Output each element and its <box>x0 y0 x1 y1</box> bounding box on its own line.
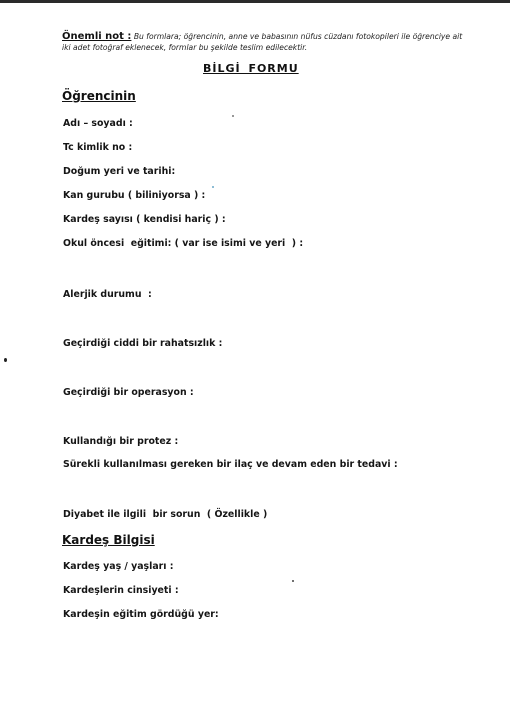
field-blood-type: Kan gurubu ( biliniyorsa ) : <box>63 190 206 201</box>
field-sibling-school: Kardeşin eğitim gördüğü yer: <box>63 609 219 620</box>
field-sibling-ages: Kardeş yaş / yaşları : <box>63 561 174 572</box>
scan-speck <box>292 580 294 582</box>
field-allergy: Alerjik durumu : <box>63 289 152 300</box>
form-title: BİLGİ FORMU <box>203 62 299 75</box>
field-preschool: Okul öncesi eğitimi: ( var ise isimi ve yeri ) : <box>63 238 304 249</box>
scan-speck <box>212 186 214 188</box>
field-id-number: Tc kimlik no : <box>63 142 133 153</box>
scan-speck <box>4 358 7 362</box>
field-name-surname: Adı – soyadı : <box>63 118 133 129</box>
field-operation: Geçirdiği bir operasyon : <box>63 387 194 398</box>
field-continuous-medication: Sürekli kullanılması gereken bir ilaç ve devam eden bir tedavi : <box>63 459 398 470</box>
field-birth-place-date: Doğum yeri ve tarihi: <box>63 166 176 177</box>
scan-top-edge <box>0 0 510 3</box>
important-note-label: Önemli not : <box>62 31 132 42</box>
important-note <box>62 31 472 53</box>
sibling-section-heading: Kardeş Bilgisi <box>62 533 155 547</box>
field-serious-illness: Geçirdiği ciddi bir rahatsızlık : <box>63 338 223 349</box>
student-section-heading: Öğrencinin <box>62 89 136 103</box>
field-sibling-count: Kardeş sayısı ( kendisi hariç ) : <box>63 214 226 225</box>
field-diabetes: Diyabet ile ilgili bir sorun ( Özellikle ) <box>63 509 268 520</box>
important-note-text: Bu formlara; öğrencinin, anne ve babasının nüfus cüzdanı fotokopileri ile öğrenciye ait iki adet fotoğraf eklenecek, formlar bu şekilde teslim edilecektir. <box>62 32 463 52</box>
scan-speck <box>232 115 234 117</box>
field-sibling-genders: Kardeşlerin cinsiyeti : <box>63 585 179 596</box>
field-prosthesis: Kullandığı bir protez : <box>63 436 179 447</box>
